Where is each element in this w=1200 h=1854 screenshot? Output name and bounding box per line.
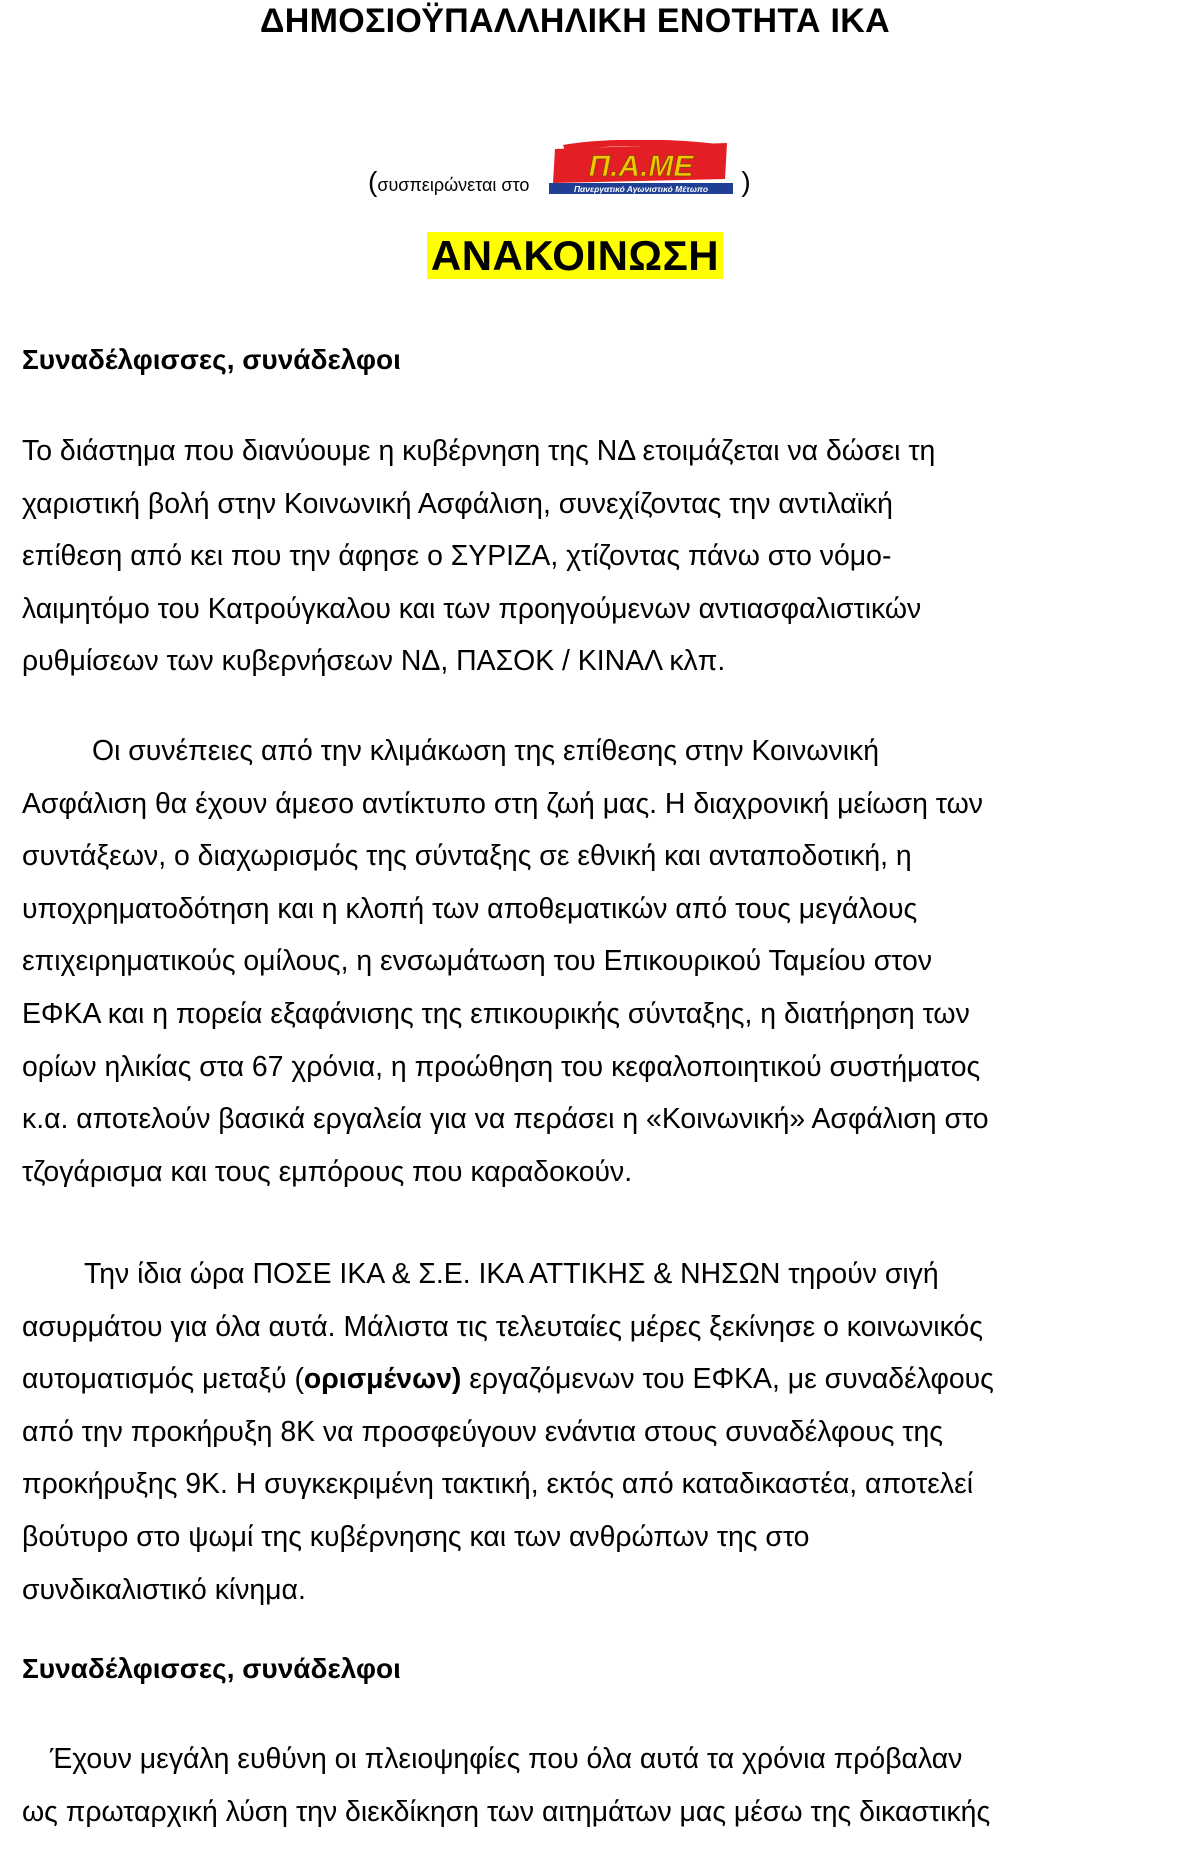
paragraph-line: λαιμητόμο του Κατρούγκαλου και των προηγούμενων αντιασφαλιστικών (22, 592, 922, 625)
greeting-text: Συναδέλφισσες, συνάδελφοι (22, 344, 401, 375)
paragraph-line: Την ίδια ώρα ΠΟΣΕ ΙΚΑ & Σ.Ε. ΙΚΑ ΑΤΤΙΚΗΣ & ΝΗΣΩΝ τηρούν σιγή (84, 1258, 939, 1290)
paragraph-line: συντάξεων, ο διαχωρισμός της σύνταξης σε εθνική και ανταποδοτική, η (22, 840, 912, 873)
paragraph-line: επίθεση από κει που την άφησε ο ΣΥΡΙΖΑ, χτίζοντας πάνω στο νόμο- (22, 540, 892, 573)
paragraph-line: χαριστική βολή στην Κοινωνική Ασφάλιση, συνεχίζοντας την αντιλαϊκή (22, 487, 893, 520)
paragraph-line: Το διάστημα που διανύουμε η κυβέρνηση της ΝΔ ετοιμάζεται να δώσει τη (22, 435, 936, 467)
text-segment: αυτοματισμός μεταξύ ( (22, 1363, 304, 1396)
greeting-2 (22, 1643, 1182, 1696)
logo-main-text: Π.Α.ΜΕ (588, 150, 694, 183)
paragraph-line: κ.α. αποτελούν βασικά εργαλεία για να περάσει η «Κοινωνική» Ασφάλιση στο (22, 1103, 989, 1136)
paragraph-line: επιχειρηματικούς ομίλους, η ενσωμάτωση του Επικουρικού Ταμείου στον (22, 945, 933, 978)
paragraph-line: ρυθμίσεων των κυβερνήσεων ΝΔ, ΠΑΣΟΚ / ΚΙΝΑΛ κλπ. (22, 645, 726, 678)
paragraph-line: Οι συνέπειες από την κλιμάκωση της επίθεσης στην Κοινωνική (92, 735, 880, 767)
text-segment: εργαζόμενων του ΕΦΚΑ, με συναδέλφους (461, 1363, 994, 1396)
paragraph-line: ως πρωταρχική λύση την διεκδίκηση των αιτημάτων μας μέσω της δικαστικής (22, 1795, 991, 1828)
announcement-heading (0, 232, 1150, 280)
paragraph-4 (22, 1733, 1182, 1838)
paragraph-line: προκήρυξης 9Κ. Η συγκεκριμένη τακτική, εκτός από καταδικαστέα, αποτελεί (22, 1468, 974, 1501)
paragraph-line: συνδικαλιστικό κίνημα. (22, 1573, 306, 1606)
paragraph-1 (22, 425, 1182, 688)
pame-logo-icon (541, 140, 741, 196)
paragraph-line: Ασφάλιση θα έχουν άμεσο αντίκτυπο στη ζωή μας. Η διαχρονική μείωση των (22, 787, 983, 820)
paragraph-line: βούτυρο στο ψωμί της κυβέρνησης και των ανθρώπων της στο (22, 1520, 810, 1553)
paragraph-line-mixed (22, 1353, 1182, 1406)
paragraph-line: τζογάρισμα και τους εμπόρους που καραδοκούν. (22, 1155, 633, 1188)
affiliation-text: συσπειρώνεται στο (377, 175, 530, 195)
paragraph-line: από την προκήρυξη 8Κ να προσφεύγουν ενάντια στους συναδέλφους της (22, 1415, 943, 1448)
paragraph-line: ασυρμάτου για όλα αυτά. Μάλιστα τις τελευταίες μέρες ξεκίνησε ο κοινωνικός (22, 1310, 983, 1343)
affiliation-line (368, 140, 751, 196)
paragraph-3 (22, 1248, 1182, 1616)
announcement-title: ΑΝΑΚΟΙΝΩΣΗ (427, 232, 723, 279)
bold-text-segment: ορισμένων) (303, 1363, 462, 1396)
greeting-text: Συναδέλφισσες, συνάδελφοι (22, 1653, 401, 1684)
paragraph-line: υποχρηματοδότηση και η κλοπή των αποθεματικών από τους μεγάλους (22, 892, 918, 925)
paragraph-2 (22, 725, 1182, 1198)
logo-sub-text: Πανεργατικό Αγωνιστικό Μέτωπο (574, 184, 709, 194)
paragraph-line: ΕΦΚΑ και η πορεία εξαφάνισης της επικουρικής σύνταξης, η διατήρηση των (22, 997, 970, 1030)
affiliation-open-paren: ( (368, 166, 378, 197)
affiliation-close-paren: ) (741, 166, 751, 197)
paragraph-line: Έχουν μεγάλη ευθύνη οι πλειοψηφίες που όλα αυτά τα χρόνια πρόβαλαν (50, 1743, 963, 1775)
paragraph-line: ορίων ηλικίας στα 67 χρόνια, η προώθηση του κεφαλοποιητικού συστήματος (22, 1050, 981, 1083)
organization-title: ΔΗΜΟΣΙΟΫΠΑΛΛΗΛΙΚΗ ΕΝΟΤΗΤΑ ΙΚΑ (260, 2, 890, 40)
greeting-1 (22, 334, 1182, 387)
